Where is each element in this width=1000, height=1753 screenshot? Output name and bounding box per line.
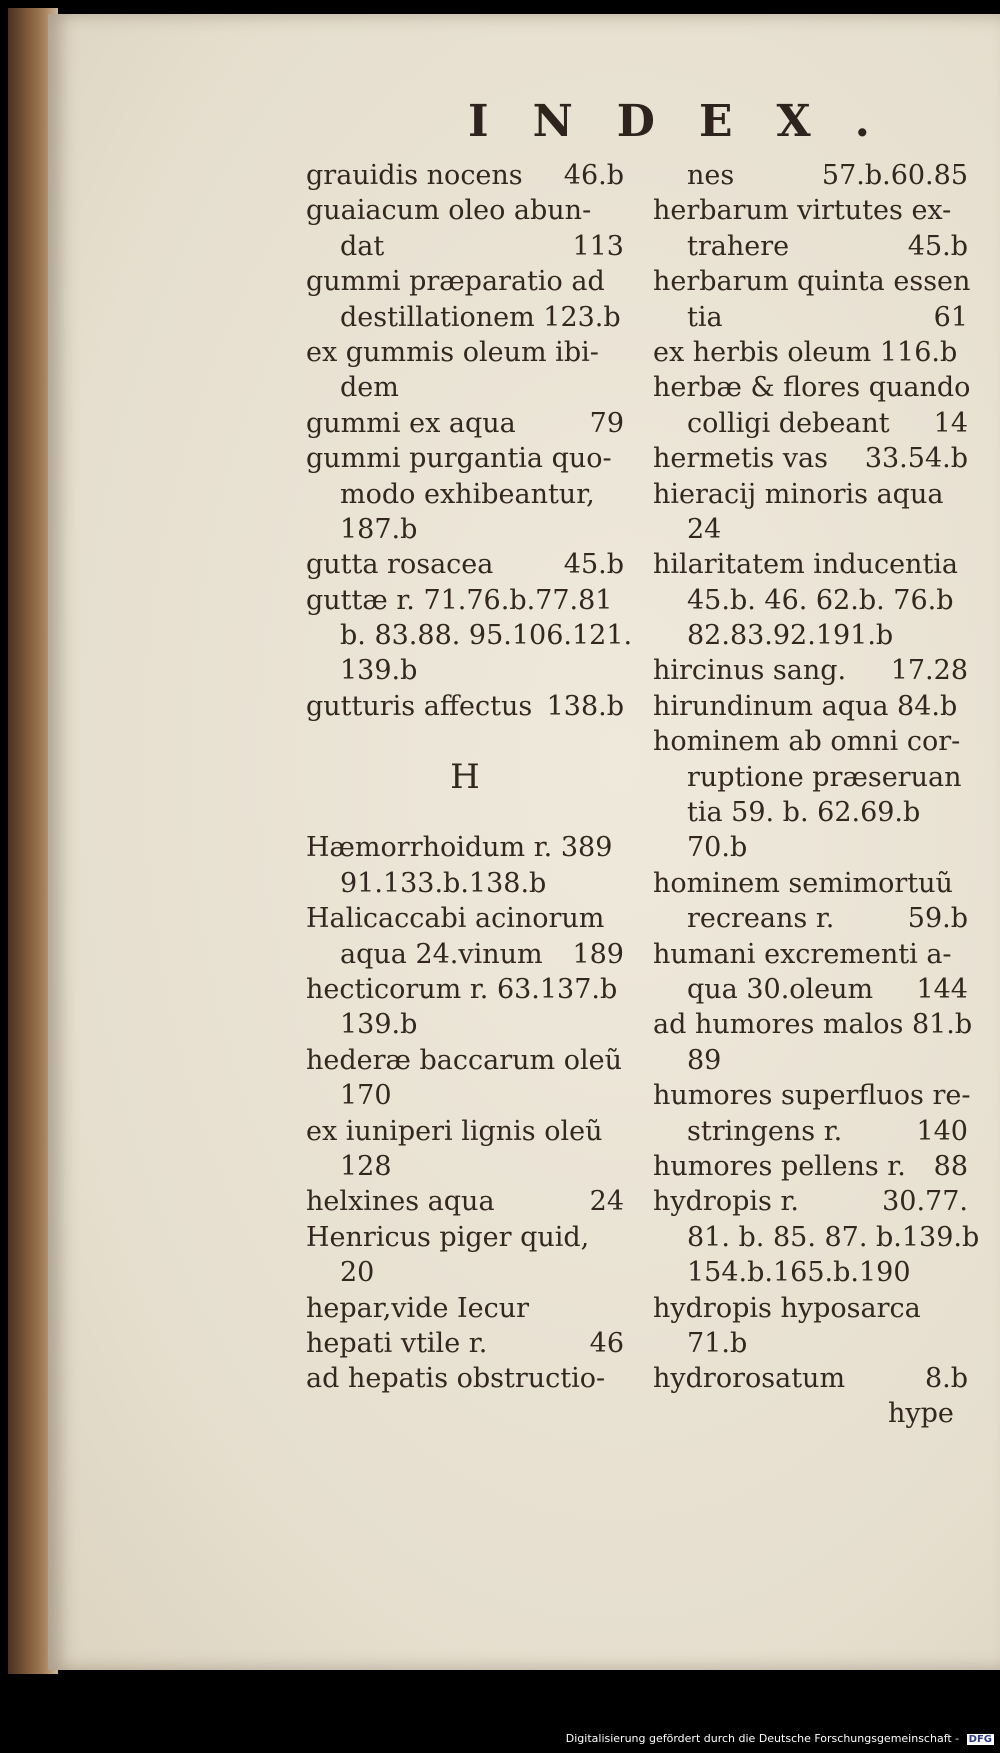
page-reference: 45.b [907, 230, 968, 262]
index-entry [653, 653, 968, 688]
index-continuation-line [306, 653, 624, 688]
index-continuation-line [306, 512, 624, 547]
entry-text: Halicaccabi acinorum [306, 903, 605, 935]
entry-text: ad hepatis obstructio- [306, 1363, 606, 1395]
catchword: hype [888, 1398, 954, 1429]
index-entry [306, 1184, 624, 1219]
page-reference: 113 [572, 230, 624, 262]
blank-line [306, 724, 624, 759]
page-reference: 79 [589, 407, 624, 439]
index-entry [306, 1326, 624, 1361]
entry-text: herbæ & flores quando [653, 372, 971, 404]
index-continuation-line [653, 512, 968, 547]
index-entry [306, 1291, 624, 1326]
entry-text: herbarum quinta essen [653, 266, 971, 298]
entry-text: H [450, 756, 480, 797]
index-entry [306, 547, 624, 582]
entry-text: colligi debeant [687, 407, 890, 439]
entry-text: hieracij minoris aqua [653, 478, 944, 510]
index-entry [653, 1184, 968, 1219]
entry-text: tia 59. b. 62.69.b [687, 797, 921, 829]
entry-text: Hæmorrhoidum r. 389 [306, 832, 613, 864]
index-continuation-line [653, 618, 968, 653]
entry-text: modo exhibeantur, [340, 478, 595, 510]
index-entry [653, 335, 968, 370]
index-entry [653, 477, 968, 512]
entry-text: hepar,vide Iecur [306, 1292, 530, 1324]
entry-text: humores superfluos re- [653, 1080, 971, 1112]
index-continuation-line [306, 1149, 624, 1184]
entry-text: dem [340, 372, 399, 404]
entry-text: 91.133.b.138.b [340, 867, 547, 899]
entry-text: 20 [340, 1257, 375, 1289]
entry-text: gutta rosacea [306, 549, 494, 581]
entry-text: herbarum virtutes ex- [653, 195, 952, 227]
entry-text: ex herbis oleum 116.b [653, 336, 958, 368]
index-entry [653, 264, 971, 299]
page-reference: 61 [933, 301, 968, 333]
index-continuation-line [653, 406, 968, 441]
index-continuation-line [653, 1220, 980, 1255]
section-letter [306, 756, 624, 797]
page-reference: 140 [916, 1115, 968, 1147]
entry-text: gutturis affectus [306, 690, 533, 722]
entry-text: gummi ex aqua [306, 407, 516, 439]
index-entry [653, 1078, 971, 1113]
entry-text: tia [687, 301, 723, 333]
entry-text: hepati vtile r. [306, 1327, 488, 1359]
index-entry [306, 1114, 624, 1149]
index-continuation-line [306, 370, 624, 405]
index-continuation-line [653, 830, 968, 865]
page-reference: 57.b.60.85 [821, 160, 968, 191]
index-entry [306, 1220, 624, 1255]
entry-text: 82.83.92.191.b [687, 620, 894, 652]
entry-text: stringens r. [687, 1115, 843, 1147]
index-header: INDEX. [468, 96, 914, 147]
index-continuation-line [653, 1043, 968, 1078]
digitization-credit [566, 1732, 994, 1745]
page-reference: 46.b [563, 160, 624, 191]
page-reference: 33.54.b [864, 443, 968, 475]
entry-text: hederæ baccarum oleũ [306, 1044, 622, 1076]
index-entry [306, 335, 624, 370]
index-entry [306, 264, 624, 299]
page-reference: 59.b [907, 903, 968, 935]
index-entry [653, 724, 968, 759]
index-entry [306, 441, 624, 476]
entry-text: 71.b [687, 1327, 748, 1359]
page-reference: 189 [572, 938, 624, 970]
page-reference: 45.b [563, 549, 624, 581]
entry-text: hermetis vas [653, 443, 828, 475]
entry-text: destillationem 123.b [340, 301, 621, 333]
index-entry [653, 1149, 968, 1184]
index-entry [306, 583, 624, 618]
entry-text: guttæ r. 71.76.b.77.81 [306, 584, 613, 616]
index-entry [653, 866, 968, 901]
page-reference: 17.28 [890, 655, 968, 687]
entry-text: 170 [340, 1080, 392, 1112]
dfg-logo: DFG [968, 1733, 992, 1745]
entry-text: gummi præparatio ad [306, 266, 605, 298]
index-continuation-line [653, 901, 968, 936]
index-continuation-line [653, 795, 968, 830]
index-continuation-line [306, 618, 633, 653]
entry-text: hircinus sang. [653, 655, 847, 687]
index-entry [653, 937, 968, 972]
entry-text: 139.b [340, 1009, 418, 1041]
page-reference: 88 [933, 1150, 968, 1182]
entry-text: 81. b. 85. 87. b.139.b [687, 1221, 980, 1253]
index-entry [653, 1007, 973, 1042]
index-entry [653, 193, 968, 228]
entry-text: hydropis r. [653, 1186, 799, 1218]
index-continuation-line [653, 972, 968, 1007]
page-reference: 138.b [546, 690, 624, 722]
index-column-left [306, 158, 633, 1397]
entry-text: humani excrementi a- [653, 938, 952, 970]
page-reference: 144 [916, 973, 968, 1005]
entry-text: hirundinum aqua 84.b [653, 690, 958, 722]
entry-text: recreans r. [687, 903, 835, 935]
index-entry [653, 547, 968, 582]
index-entry [306, 193, 624, 228]
index-continuation-line [653, 1114, 968, 1149]
page-reference: 30.77. [882, 1186, 968, 1218]
credit-text: Digitalisierung gefördert durch die Deutsche Forschungsgemeinschaft - [565, 1732, 960, 1745]
entry-text: trahere [687, 230, 790, 262]
index-continuation-line [653, 229, 968, 264]
index-entry [306, 1361, 624, 1396]
index-continuation-line [306, 866, 624, 901]
index-entry [653, 441, 968, 476]
index-continuation-line [306, 937, 624, 972]
entry-text: 154.b.165.b.190 [687, 1257, 911, 1289]
index-entry [653, 370, 971, 405]
entry-text: dat [340, 230, 385, 262]
entry-text: ex iuniperi lignis oleũ [306, 1115, 603, 1147]
index-entry [653, 1291, 968, 1326]
index-continuation-line [653, 583, 968, 618]
page-reference: 14 [933, 407, 968, 439]
entry-text: hydrorosatum [653, 1363, 846, 1395]
entry-text: 139.b [340, 655, 418, 687]
index-continuation-line [653, 760, 968, 795]
blank-line [306, 795, 624, 830]
entry-text: helxines aqua [306, 1186, 495, 1218]
index-continuation-line [306, 1078, 624, 1113]
index-continuation-line [653, 1255, 968, 1290]
index-entry [306, 1043, 624, 1078]
entry-text: 70.b [687, 832, 748, 864]
index-entry [306, 972, 624, 1007]
index-continuation-line [653, 158, 968, 193]
entry-text: 187.b [340, 513, 418, 545]
entry-text: humores pellens r. [653, 1150, 906, 1182]
index-entry [306, 406, 624, 441]
index-continuation-line [306, 477, 624, 512]
index-continuation-line [653, 300, 968, 335]
entry-text: hominem semimortuũ [653, 867, 953, 899]
entry-text: guaiacum oleo abun- [306, 195, 592, 227]
index-entry [653, 1361, 968, 1396]
entry-text: hydropis hyposarca [653, 1292, 921, 1324]
index-continuation-line [306, 229, 624, 264]
page-reference: 24 [589, 1186, 624, 1218]
entry-text: Henricus piger quid, [306, 1221, 590, 1253]
page-reference: 46 [589, 1327, 624, 1359]
entry-text: aqua 24.vinum [340, 938, 543, 970]
entry-text: gummi purgantia quo- [306, 443, 612, 475]
entry-text: qua 30.oleum [687, 973, 874, 1005]
entry-text: hilaritatem inducentia [653, 549, 959, 581]
index-entry [306, 158, 624, 193]
index-continuation-line [306, 300, 624, 335]
entry-text: nes [687, 160, 735, 191]
entry-text: 89 [687, 1044, 722, 1076]
entry-text: b. 83.88. 95.106.121. [340, 620, 633, 652]
entry-text: grauidis nocens [306, 160, 523, 191]
entry-text: 45.b. 46. 62.b. 76.b [687, 584, 954, 616]
index-entry [653, 689, 968, 724]
entry-text: 24 [687, 513, 722, 545]
page-reference: 8.b [924, 1363, 968, 1395]
index-entry [306, 689, 624, 724]
index-column-right [653, 158, 980, 1397]
entry-text: ad humores malos 81.b [653, 1009, 973, 1041]
entry-text: ruptione præseruan [687, 761, 962, 793]
entry-text: ex gummis oleum ibi- [306, 336, 599, 368]
index-entry [306, 830, 624, 865]
entry-text: hominem ab omni cor- [653, 726, 961, 758]
index-continuation-line [653, 1326, 968, 1361]
index-continuation-line [306, 1255, 624, 1290]
entry-text: 128 [340, 1150, 392, 1182]
entry-text: hecticorum r. 63.137.b [306, 973, 618, 1005]
index-entry [306, 901, 624, 936]
index-continuation-line [306, 1007, 624, 1042]
